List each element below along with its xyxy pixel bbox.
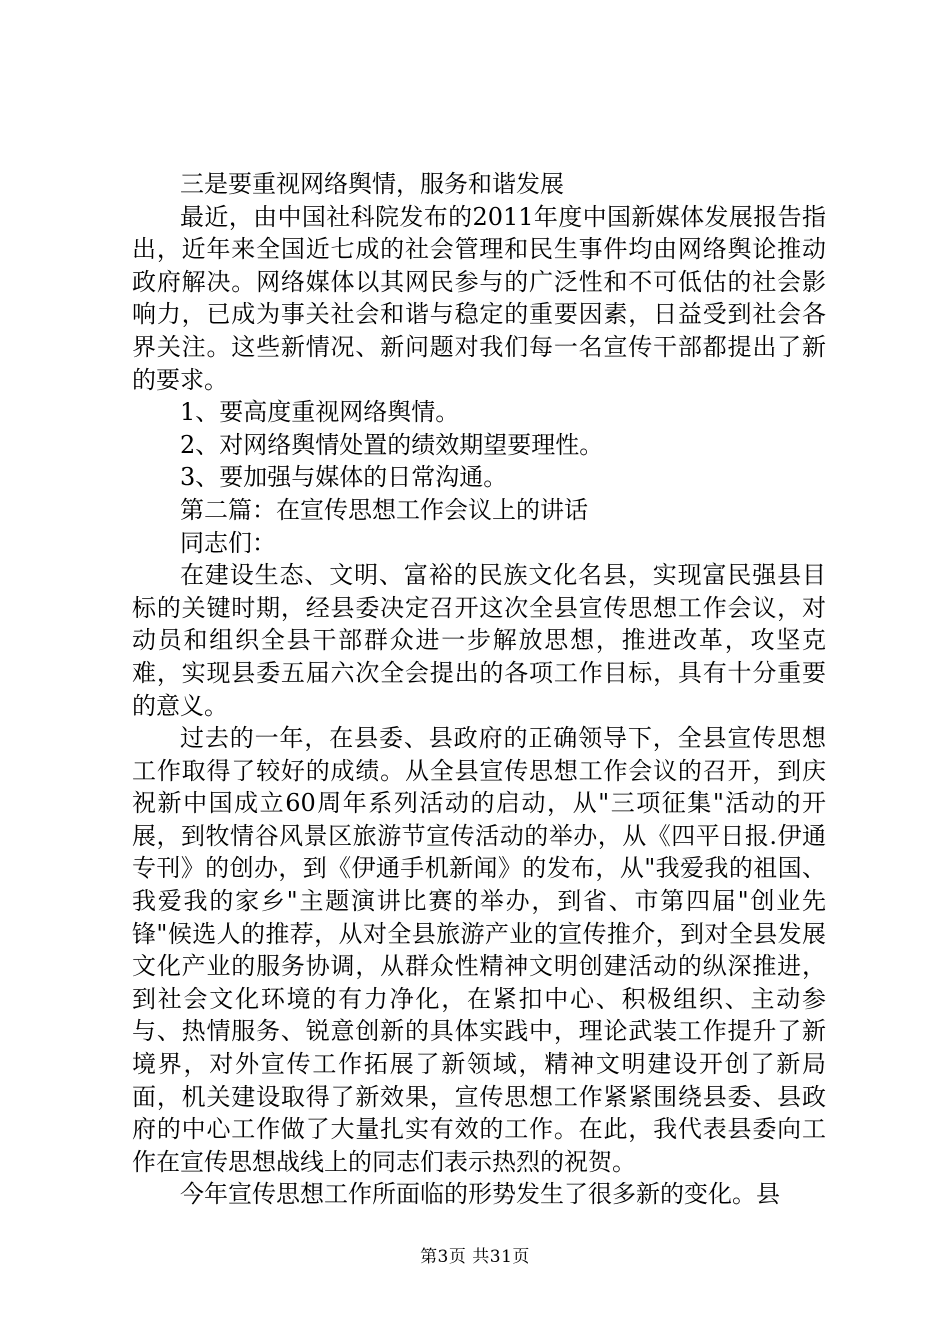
paragraph: 今年宣传思想工作所面临的形势发生了很多新的变化。县 bbox=[180, 1180, 780, 1209]
page-number-footer: 第3页 共31页 bbox=[420, 1247, 530, 1267]
list-item: 3、要加强与媒体的日常沟通。 bbox=[180, 463, 508, 492]
paragraph: 最近，由中国社科院发布的2011年度中国新媒体发展报告指出，近年来全国近七成的社会管理和民生事件均由网络舆论推动政府解决。网络媒体以其网民参与的广泛性和不可低估的社会影响力，已成为事关社会和谐与稳定的重要因素，日益受到社会各界关注。这些新情况、新问题对我们每一名宣传干部都提出了新的要求。 bbox=[132, 202, 826, 394]
list-item: 2、对网络舆情处置的绩效期望要理性。 bbox=[180, 430, 604, 459]
document-body bbox=[132, 168, 826, 1211]
paragraph: 过去的一年，在县委、县政府的正确领导下，全县宣传思想工作取得了较好的成绩。从全县宣传思想工作会议的召开，到庆祝新中国成立60周年系列活动的启动，从"三项征集"活动的开展，到牧情谷风景区旅游节宣传活动的举办，从《四平日报.伊通专刊》的创办，到《伊通手机新闻》的发布，从"我爱我的祖国、我爱我的家乡"主题演讲比赛的举办，到省、市第四届"创业先锋"候选人的推荐，从对全县旅游产业的宣传推介，到对全县发展文化产业的服务协调，从群众性精神文明创建活动的纵深推进，到社会文化环境的有力净化，在紧扣中心、积极组织、主动参与、热情服务、锐意创新的具体实践中，理论武装工作提升了新境界，对外宣传工作拓展了新领域，精神文明建设开创了新局面，机关建设取得了新效果，宣传思想工作紧紧围绕县委、县政府的中心工作做了大量扎实有效的工作。在此，我代表县委向工作在宣传思想战线上的同志们表示热烈的祝贺。 bbox=[132, 724, 826, 1176]
list-item: 1、要高度重视网络舆情。 bbox=[180, 398, 460, 427]
paragraph: 在建设生态、文明、富裕的民族文化名县，实现富民强县目标的关键时期，经县委决定召开这次全县宣传思想工作会议，对动员和组织全县干部群众进一步解放思想，推进改革，攻坚克难，实现县委五届六次全会提出的各项工作目标，具有十分重要的意义。 bbox=[132, 561, 826, 720]
paragraph-section-heading: 三是要重视网络舆情，服务和谐发展 bbox=[180, 170, 564, 198]
salutation: 同志们： bbox=[180, 528, 276, 557]
chapter-heading: 第二篇：在宣传思想工作会议上的讲话 bbox=[180, 495, 588, 524]
